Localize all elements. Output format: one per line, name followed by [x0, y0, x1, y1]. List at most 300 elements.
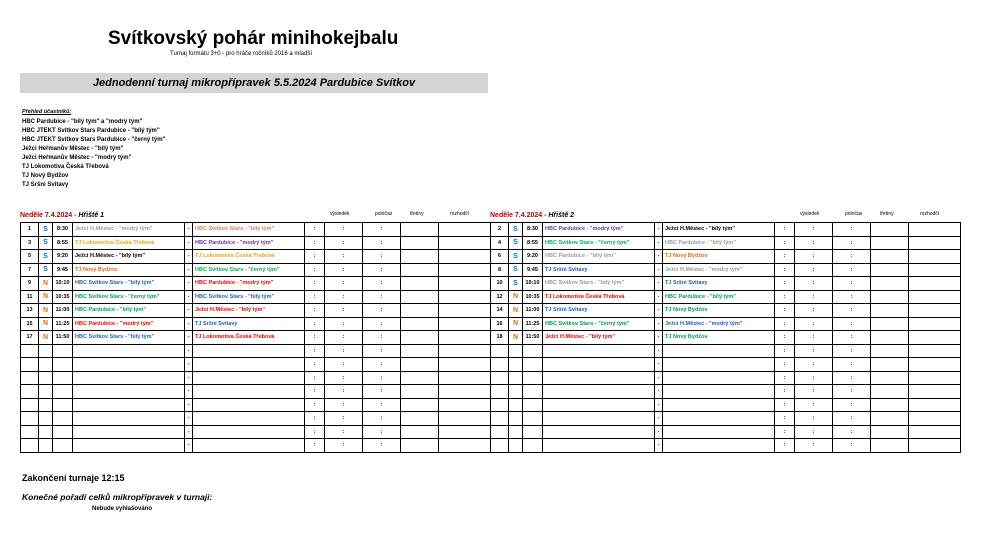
spacer-cell [401, 371, 439, 385]
match-type: S [39, 236, 53, 250]
table-row [491, 290, 961, 304]
score-third: : [833, 250, 871, 264]
versus-dash: - [655, 371, 663, 385]
spacer-cell [401, 385, 439, 399]
score-third: : [363, 398, 401, 412]
column-header-first: poločas [845, 211, 863, 217]
referee-cell [909, 331, 961, 345]
score-third: : [363, 385, 401, 399]
score-third: : [833, 290, 871, 304]
match-type [509, 358, 523, 372]
table-row [491, 236, 961, 250]
score-third: : [363, 236, 401, 250]
referee-cell [909, 317, 961, 331]
score-third: : [833, 236, 871, 250]
away-team: HBC Svítkov Stars - "černý tým" [193, 263, 305, 277]
score-third: : [833, 304, 871, 318]
spacer-cell [401, 263, 439, 277]
pitch-label: Hřiště 1 [78, 212, 105, 219]
referee-cell [909, 263, 961, 277]
score-half: : [795, 358, 833, 372]
score-half: : [795, 371, 833, 385]
home-team [543, 412, 655, 426]
versus-dash: - [655, 385, 663, 399]
versus-dash: - [655, 344, 663, 358]
participant-item: Ježci Heřmanův Městec - "modrý tým" [22, 155, 132, 161]
match-time: 10:10 [53, 277, 73, 291]
group-pitch-2 [490, 212, 960, 453]
score-third: : [833, 331, 871, 345]
score-half: : [325, 385, 363, 399]
away-team [193, 398, 305, 412]
home-team: HBC Svítkov Stars - "černý tým" [73, 290, 185, 304]
score-result: : [775, 223, 795, 237]
away-team: HBC Pardubice - "modrý tým" [193, 277, 305, 291]
referee-cell [439, 331, 491, 345]
score-result: : [775, 358, 795, 372]
score-third: : [363, 263, 401, 277]
match-number [491, 344, 509, 358]
score-half: : [325, 263, 363, 277]
home-team [73, 344, 185, 358]
table-row [21, 425, 491, 439]
versus-dash: - [185, 425, 193, 439]
score-third: : [833, 398, 871, 412]
referee-cell [439, 223, 491, 237]
score-half: : [795, 439, 833, 453]
away-team [193, 385, 305, 399]
versus-dash: - [655, 358, 663, 372]
home-team: HBC Svítkov Stars - "černý tým" [543, 317, 655, 331]
score-half: : [795, 277, 833, 291]
away-team [193, 425, 305, 439]
match-number: 4 [491, 236, 509, 250]
score-result: : [305, 236, 325, 250]
away-team [193, 371, 305, 385]
table-row [21, 304, 491, 318]
match-type: N [39, 317, 53, 331]
home-team [73, 398, 185, 412]
table-row [21, 385, 491, 399]
versus-dash: - [655, 290, 663, 304]
versus-dash: - [655, 331, 663, 345]
match-type: N [39, 277, 53, 291]
away-team [663, 439, 775, 453]
away-team [663, 385, 775, 399]
match-type: N [509, 290, 523, 304]
score-half: : [795, 317, 833, 331]
home-team [73, 371, 185, 385]
table-row [21, 439, 491, 453]
home-team: HBC Svítkov Stars - "bílý tým" [543, 277, 655, 291]
match-type [509, 385, 523, 399]
referee-cell [439, 412, 491, 426]
column-header-result: výsledek [800, 211, 820, 217]
versus-dash: - [185, 358, 193, 372]
away-team [193, 412, 305, 426]
referee-cell [909, 358, 961, 372]
table-row [21, 344, 491, 358]
spacer-cell [401, 439, 439, 453]
home-team [543, 385, 655, 399]
home-team: Ježci H.Městec - "bílý tým" [543, 331, 655, 345]
score-third: : [363, 358, 401, 372]
table-row [21, 290, 491, 304]
referee-cell [909, 385, 961, 399]
away-team: TJ Nový Bydžov [663, 250, 775, 264]
away-team: Ježci H.Městec - "bílý tým" [663, 223, 775, 237]
score-half: : [795, 290, 833, 304]
score-result: : [305, 412, 325, 426]
score-half: : [795, 398, 833, 412]
spacer-cell [871, 277, 909, 291]
referee-cell [909, 398, 961, 412]
match-time: 11:25 [523, 317, 543, 331]
away-team [193, 358, 305, 372]
match-number: 14 [491, 304, 509, 318]
match-number [21, 439, 39, 453]
match-time: 9:20 [523, 250, 543, 264]
schedule-table [20, 222, 491, 453]
match-time: 8:30 [53, 223, 73, 237]
spacer-cell [401, 250, 439, 264]
participant-item: HBC JTEKT Svítkov Stars Pardubice - "černý tým" [22, 137, 166, 143]
spacer-cell [401, 344, 439, 358]
match-time [523, 398, 543, 412]
score-result: : [775, 412, 795, 426]
spacer-cell [871, 371, 909, 385]
match-time: 9:20 [53, 250, 73, 264]
score-half: : [325, 412, 363, 426]
score-result: : [775, 236, 795, 250]
match-number: 15 [21, 317, 39, 331]
referee-cell [439, 263, 491, 277]
match-number: 6 [491, 250, 509, 264]
match-type: S [509, 263, 523, 277]
match-number: 12 [491, 290, 509, 304]
score-half: : [795, 223, 833, 237]
match-number [491, 412, 509, 426]
match-type [39, 344, 53, 358]
column-header-third: třetiny [410, 211, 424, 217]
table-row [491, 412, 961, 426]
participant-item: TJ Sršni Svitavy [22, 182, 69, 188]
home-team [73, 425, 185, 439]
schedule-table [490, 222, 961, 453]
score-result: : [305, 290, 325, 304]
table-row [491, 331, 961, 345]
score-third: : [833, 277, 871, 291]
score-third: : [363, 439, 401, 453]
match-time [53, 358, 73, 372]
home-team [543, 398, 655, 412]
away-team [663, 425, 775, 439]
score-half: : [795, 236, 833, 250]
score-half: : [325, 398, 363, 412]
home-team: HBC Svítkov Stars - "černý tým" [543, 236, 655, 250]
away-team [663, 412, 775, 426]
match-number: 11 [21, 290, 39, 304]
score-third: : [833, 344, 871, 358]
away-team [193, 344, 305, 358]
score-half: : [325, 317, 363, 331]
table-row [21, 331, 491, 345]
score-result: : [305, 250, 325, 264]
away-team: Ježci H.Městec - "modrý tým" [663, 317, 775, 331]
spacer-cell [871, 317, 909, 331]
away-team: HBC Pardubice - "modrý tým" [193, 236, 305, 250]
match-number: 16 [491, 317, 509, 331]
away-team: Ježci H.Městec - "bílý tým" [193, 304, 305, 318]
score-half: : [325, 290, 363, 304]
home-team: Ježci H.Městec - "modrý tým" [73, 223, 185, 237]
score-third: : [833, 439, 871, 453]
home-team [73, 412, 185, 426]
score-half: : [795, 250, 833, 264]
score-third: : [833, 223, 871, 237]
match-number: 13 [21, 304, 39, 318]
match-time [523, 371, 543, 385]
score-result: : [305, 425, 325, 439]
spacer-cell [871, 250, 909, 264]
score-result: : [305, 439, 325, 453]
table-row [491, 425, 961, 439]
match-time: 9:45 [53, 263, 73, 277]
match-type [39, 358, 53, 372]
home-team [73, 439, 185, 453]
home-team: HBC Pardubice - "modrý tým" [543, 223, 655, 237]
away-team [193, 439, 305, 453]
score-third: : [363, 317, 401, 331]
match-number [21, 425, 39, 439]
away-team [663, 358, 775, 372]
away-team: HBC Pardubice - "bílý tým" [663, 236, 775, 250]
match-type: S [509, 236, 523, 250]
table-row [491, 304, 961, 318]
match-type: S [39, 250, 53, 264]
table-row [491, 317, 961, 331]
match-number [491, 398, 509, 412]
spacer-cell [871, 304, 909, 318]
score-third: : [363, 250, 401, 264]
spacer-cell [401, 412, 439, 426]
referee-cell [439, 290, 491, 304]
versus-dash: - [185, 250, 193, 264]
referee-cell [909, 344, 961, 358]
score-half: : [795, 331, 833, 345]
home-team [543, 371, 655, 385]
participant-item: TJ Nový Bydžov [22, 173, 69, 179]
column-header-result: výsledek [330, 211, 350, 217]
match-number: 17 [21, 331, 39, 345]
match-time: 11:25 [53, 317, 73, 331]
score-half: : [325, 344, 363, 358]
versus-dash: - [185, 439, 193, 453]
away-team [663, 344, 775, 358]
score-result: : [305, 358, 325, 372]
match-type: N [509, 304, 523, 318]
versus-dash: - [655, 236, 663, 250]
score-result: : [305, 263, 325, 277]
score-third: : [363, 344, 401, 358]
match-time: 10:35 [523, 290, 543, 304]
away-team: HBC Svítkov Stars - "bílý tým" [193, 223, 305, 237]
score-third: : [833, 385, 871, 399]
score-result: : [775, 385, 795, 399]
table-row [21, 277, 491, 291]
match-time [523, 439, 543, 453]
score-result: : [305, 385, 325, 399]
versus-dash: - [655, 412, 663, 426]
score-result: : [775, 425, 795, 439]
score-result: : [305, 331, 325, 345]
home-team: HBC Pardubice - "modrý tým" [73, 317, 185, 331]
table-row [491, 398, 961, 412]
match-time [53, 385, 73, 399]
match-time: 8:30 [523, 223, 543, 237]
page-subtitle: Turnaj formátu 3+0 - pro hráče ročníků 2016 a mladší [170, 51, 313, 57]
away-team [663, 371, 775, 385]
table-row [491, 277, 961, 291]
referee-cell [439, 425, 491, 439]
referee-cell [439, 317, 491, 331]
home-team [543, 439, 655, 453]
day-label: Neděle 7.4.2024 - [20, 212, 79, 219]
match-time: 11:50 [523, 331, 543, 345]
score-third: : [833, 425, 871, 439]
match-number [491, 439, 509, 453]
match-type [39, 412, 53, 426]
tournament-end: Zakončení turnaje 12:15 [22, 473, 125, 483]
group-day [20, 212, 104, 219]
score-third: : [363, 223, 401, 237]
participant-item: HBC JTEKT Svítkov Stars Pardubice - "bílý tým" [22, 128, 160, 134]
score-third: : [363, 290, 401, 304]
away-team: TJ Sršni Svitavy [663, 277, 775, 291]
versus-dash: - [655, 250, 663, 264]
spacer-cell [871, 263, 909, 277]
match-number [21, 358, 39, 372]
match-time [53, 439, 73, 453]
spacer-cell [401, 425, 439, 439]
score-half: : [795, 263, 833, 277]
score-result: : [775, 304, 795, 318]
spacer-cell [401, 317, 439, 331]
score-result: : [775, 290, 795, 304]
match-time [53, 344, 73, 358]
participants-heading: Přehled účastníků: [22, 109, 72, 115]
match-time [523, 358, 543, 372]
match-number: 9 [21, 277, 39, 291]
match-number [21, 385, 39, 399]
table-row [491, 385, 961, 399]
match-type: S [509, 223, 523, 237]
spacer-cell [401, 358, 439, 372]
score-half: : [325, 331, 363, 345]
referee-cell [909, 439, 961, 453]
home-team: TJ Sršni Svitavy [543, 263, 655, 277]
table-row [21, 250, 491, 264]
match-type [39, 385, 53, 399]
final-standings-note: Nebude vyhlašováno [92, 506, 153, 512]
home-team: TJ Sršni Svitavy [543, 304, 655, 318]
away-team: TJ Lokomotiva Česká Třebová [193, 250, 305, 264]
score-result: : [775, 439, 795, 453]
home-team [73, 385, 185, 399]
match-time [53, 398, 73, 412]
score-result: : [305, 223, 325, 237]
versus-dash: - [655, 304, 663, 318]
spacer-cell [401, 304, 439, 318]
match-type: N [509, 317, 523, 331]
referee-cell [909, 425, 961, 439]
home-team [543, 344, 655, 358]
spacer-cell [401, 331, 439, 345]
match-time [53, 425, 73, 439]
match-type [509, 425, 523, 439]
table-row [21, 223, 491, 237]
versus-dash: - [185, 304, 193, 318]
score-half: : [325, 439, 363, 453]
versus-dash: - [185, 236, 193, 250]
table-row [21, 398, 491, 412]
final-standings-heading: Konečné pořadí celků mikropřípravek v turnaji: [22, 492, 213, 502]
table-row [491, 223, 961, 237]
referee-cell [439, 344, 491, 358]
referee-cell [909, 236, 961, 250]
referee-cell [439, 304, 491, 318]
away-team: Ježci H.Městec - "modrý tým" [663, 263, 775, 277]
referee-cell [439, 439, 491, 453]
score-result: : [305, 371, 325, 385]
versus-dash: - [655, 223, 663, 237]
page-title: Svítkovský pohár minihokejbalu [108, 28, 399, 49]
score-half: : [325, 223, 363, 237]
spacer-cell [401, 223, 439, 237]
referee-cell [439, 277, 491, 291]
versus-dash: - [655, 425, 663, 439]
participants-list [22, 108, 165, 190]
away-team: TJ Nový Bydžov [663, 331, 775, 345]
match-number: 3 [21, 236, 39, 250]
home-team: TJ Lokomotiva Česká Třebová [73, 236, 185, 250]
group-day [490, 212, 574, 219]
spacer-cell [871, 412, 909, 426]
match-type: S [509, 277, 523, 291]
score-half: : [795, 425, 833, 439]
score-result: : [775, 263, 795, 277]
group-header [490, 212, 960, 222]
tournament-banner: Jednodenní turnaj mikropřípravek 5.5.2024 Pardubice Svítkov [20, 73, 488, 93]
day-label: Neděle 7.4.2024 - [490, 212, 549, 219]
score-third: : [363, 277, 401, 291]
match-time [53, 371, 73, 385]
group-header [20, 212, 490, 222]
score-third: : [363, 412, 401, 426]
spacer-cell [871, 344, 909, 358]
versus-dash: - [185, 317, 193, 331]
referee-cell [909, 304, 961, 318]
match-number [21, 398, 39, 412]
referee-cell [909, 250, 961, 264]
score-third: : [833, 317, 871, 331]
match-type: N [39, 290, 53, 304]
home-team: Ježci H.Městec - "bílý tým" [73, 250, 185, 264]
away-team: HBC Svítkov Stars - "bílý tým" [193, 290, 305, 304]
table-row [21, 412, 491, 426]
match-time: 8:55 [523, 236, 543, 250]
spacer-cell [871, 385, 909, 399]
